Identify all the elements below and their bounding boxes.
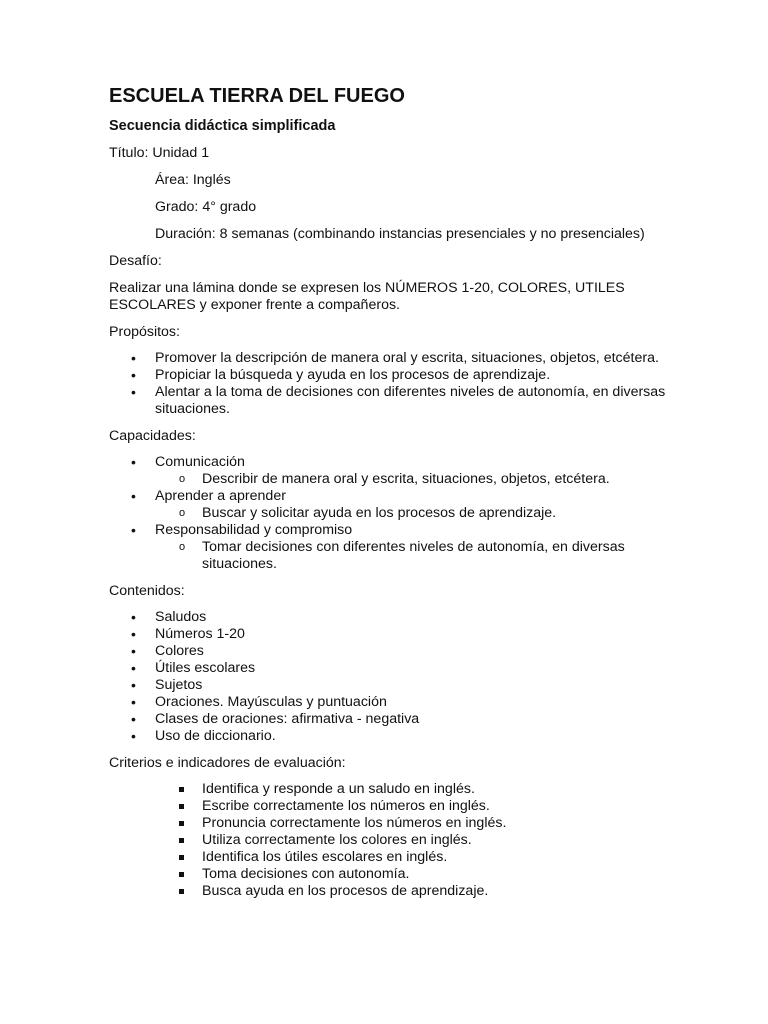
list-item: • Números 1-20 — [109, 626, 669, 643]
list-item: • Saludos — [109, 609, 669, 626]
sub-list-item: o Buscar y solicitar ayuda en los procesos de aprendizaje. — [109, 505, 669, 522]
list-item: Busca ayuda en los procesos de aprendizaje. — [109, 883, 669, 900]
capacities-heading: Capacidades: — [109, 428, 196, 444]
document-page — [109, 84, 669, 900]
list-item: • Uso de diccionario. — [109, 728, 669, 745]
list-item: • Aprender a aprender — [109, 488, 669, 505]
contents-heading: Contenidos: — [109, 583, 185, 599]
criteria-heading: Criterios e indicadores de evaluación: — [109, 755, 346, 771]
purposes-list — [109, 350, 669, 418]
list-item: • Propiciar la búsqueda y ayuda en los procesos de aprendizaje. — [109, 367, 669, 384]
duration-line: Duración: 8 semanas (combinando instancias presenciales y no presenciales) — [155, 226, 645, 242]
contents-list — [109, 609, 669, 745]
list-item: • Colores — [109, 643, 669, 660]
list-item: • Comunicación — [109, 454, 669, 471]
capacities-list — [109, 454, 669, 573]
challenge-text: Realizar una lámina donde se expresen los NÚMEROS 1-20, COLORES, UTILES ESCOLARES y exponer frente a compañeros. — [109, 280, 625, 313]
sub-list-item: o Tomar decisiones con diferentes niveles de autonomía, en diversas situaciones. — [109, 539, 669, 573]
list-item: Escribe correctamente los números en inglés. — [109, 798, 669, 815]
unit-title: Título: Unidad 1 — [109, 145, 210, 161]
criteria-list — [109, 781, 669, 900]
list-item: • Alentar a la toma de decisiones con diferentes niveles de autonomía, en diversas situaciones. — [109, 384, 669, 418]
list-item: • Útiles escolares — [109, 660, 669, 677]
sub-list-item: o Describir de manera oral y escrita, situaciones, objetos, etcétera. — [109, 471, 669, 488]
list-item: Identifica los útiles escolares en inglés. — [109, 849, 669, 866]
school-title: ESCUELA TIERRA DEL FUEGO — [109, 85, 405, 107]
challenge-heading: Desafío: — [109, 253, 162, 269]
purposes-heading: Propósitos: — [109, 324, 180, 340]
list-item: • Sujetos — [109, 677, 669, 694]
list-item: Pronuncia correctamente los números en inglés. — [109, 815, 669, 832]
area-line: Área: Inglés — [155, 172, 231, 188]
list-item: Identifica y responde a un saludo en inglés. — [109, 781, 669, 798]
list-item: Toma decisiones con autonomía. — [109, 866, 669, 883]
list-item: • Responsabilidad y compromiso — [109, 522, 669, 539]
grade-line: Grado: 4° grado — [155, 199, 257, 215]
list-item: • Clases de oraciones: afirmativa - negativa — [109, 711, 669, 728]
list-item: • Promover la descripción de manera oral y escrita, situaciones, objetos, etcétera. — [109, 350, 669, 367]
list-item: • Oraciones. Mayúsculas y puntuación — [109, 694, 669, 711]
document-subtitle: Secuencia didáctica simplificada — [109, 118, 336, 134]
list-item: Utiliza correctamente los colores en inglés. — [109, 832, 669, 849]
